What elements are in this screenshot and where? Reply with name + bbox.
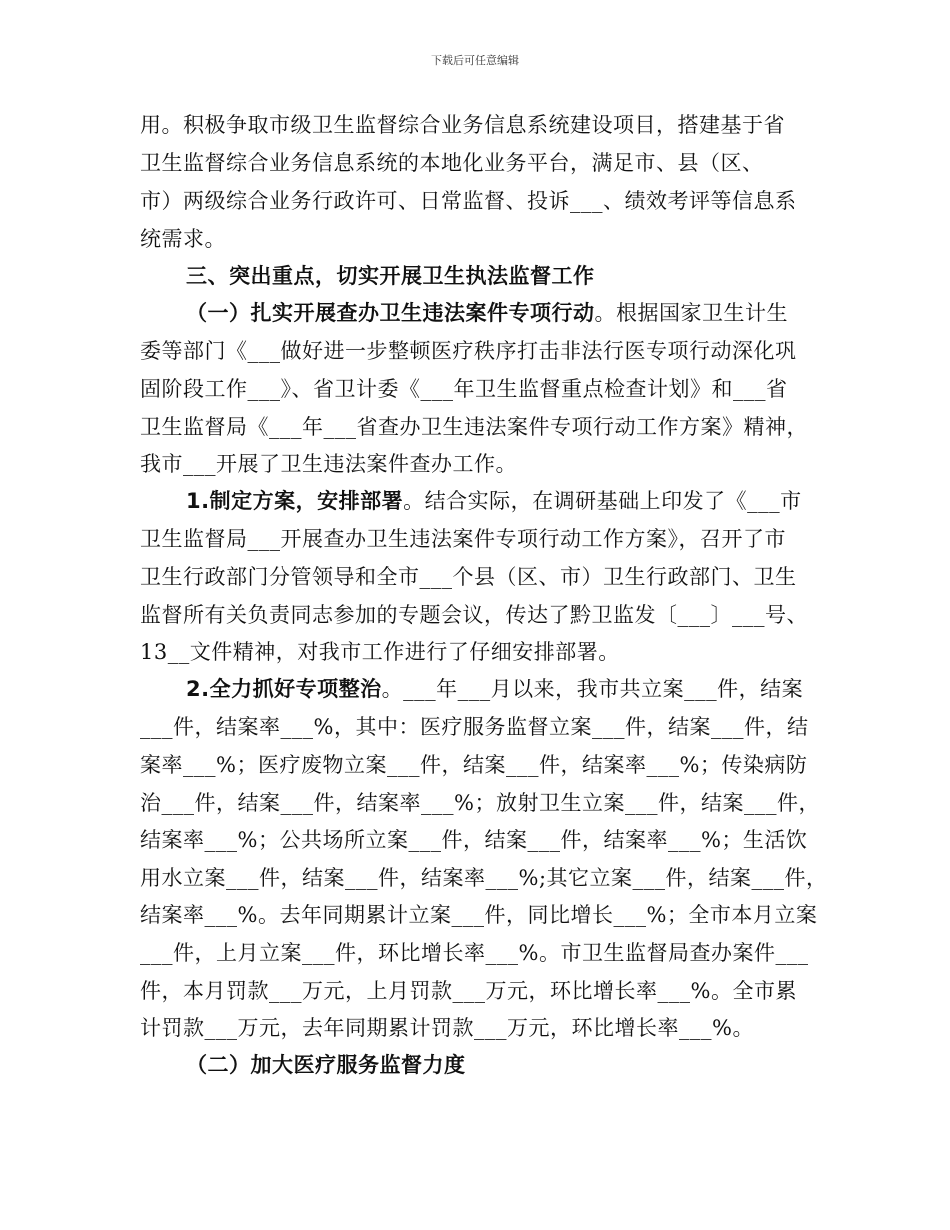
body-line: 卫生监督局《___年___省查办卫生违法案件专项行动工作方案》精神， — [140, 415, 808, 439]
item-heading: 2.全力抓好专项整治 — [186, 677, 382, 701]
body-line: 统需求。 — [140, 227, 226, 251]
body-line: 委等部门《___做好进一步整顿医疗秩序打击非法行医专项行动深化巩 — [140, 339, 797, 363]
body-line: 13__文件精神，对我市工作进行了仔细安排部署。 — [140, 640, 620, 664]
body-line: ___件，结案率___%，其中：医疗服务监督立案___件，结案___件，结 — [140, 715, 809, 739]
body-line: 固阶段工作___》、省卫计委《___年卫生监督重点检查计划》和___省 — [140, 377, 788, 401]
body-line: 计罚款___万元，去年同期累计罚款___万元，环比增长率___%。 — [140, 1016, 754, 1040]
body-line: 件，本月罚款___万元，上月罚款___万元，环比增长率___%。全市累 — [140, 979, 797, 1003]
body-line: 卫生监督局___开展查办卫生违法案件专项行动工作方案》，召开了市 — [140, 527, 786, 551]
body-line: 卫生行政部门分管领导和全市___个县（区、市）卫生行政部门、卫生 — [140, 565, 797, 589]
body-line: 治___件，结案___件，结案率___%；放射卫生立案___件，结案___件， — [140, 791, 820, 815]
body-line: 案率___%；医疗废物立案___件，结案___件，结案率___%；传染病防 — [140, 753, 808, 777]
subsection-line — [186, 298, 788, 328]
body-line: 用。积极争取市级卫生监督综合业务信息系统建设项目，搭建基于省 — [140, 113, 785, 137]
item-line — [186, 486, 802, 516]
page-header: 下载后可任意编辑 — [431, 54, 519, 67]
body-line: 结案率___%。去年同期累计立案___件，同比增长___%；全市本月立案 — [140, 903, 818, 927]
body-line: 用水立案___件，结案___件，结案率___%;其它立案___件，结案___件， — [140, 866, 828, 890]
body-text: 。结合实际，在调研基础上印发了《___市 — [403, 489, 802, 513]
body-text: 。根据国家卫生计生 — [594, 301, 788, 325]
section-heading: 三、突出重点，切实开展卫生执法监督工作 — [186, 264, 595, 288]
body-line: 我市___开展了卫生违法案件查办工作。 — [140, 452, 517, 476]
item-line — [186, 674, 803, 704]
body-line: 卫生监督综合业务信息系统的本地化业务平台，满足市、县（区、 — [140, 151, 764, 175]
body-line: ___件，上月立案___件，环比增长率___%。市卫生监督局查办案件___ — [140, 941, 809, 965]
subsection-heading: （二）加大医疗服务监督力度 — [186, 1053, 466, 1077]
body-line: 结案率___%；公共场所立案___件，结案___件，结案率___%；生活饮 — [140, 828, 808, 852]
item-heading: 1.制定方案，安排部署 — [186, 489, 404, 513]
body-text: 。___年___月以来，我市共立案___件，结案 — [381, 677, 804, 701]
subsection-heading: （一）扎实开展查办卫生违法案件专项行动 — [186, 301, 595, 325]
body-line: 市）两级综合业务行政许可、日常监督、投诉___、绩效考评等信息系 — [140, 189, 797, 213]
body-line: 监督所有关负责同志参加的专题会议，传达了黔卫监发〔___〕___号、 — [140, 603, 808, 627]
